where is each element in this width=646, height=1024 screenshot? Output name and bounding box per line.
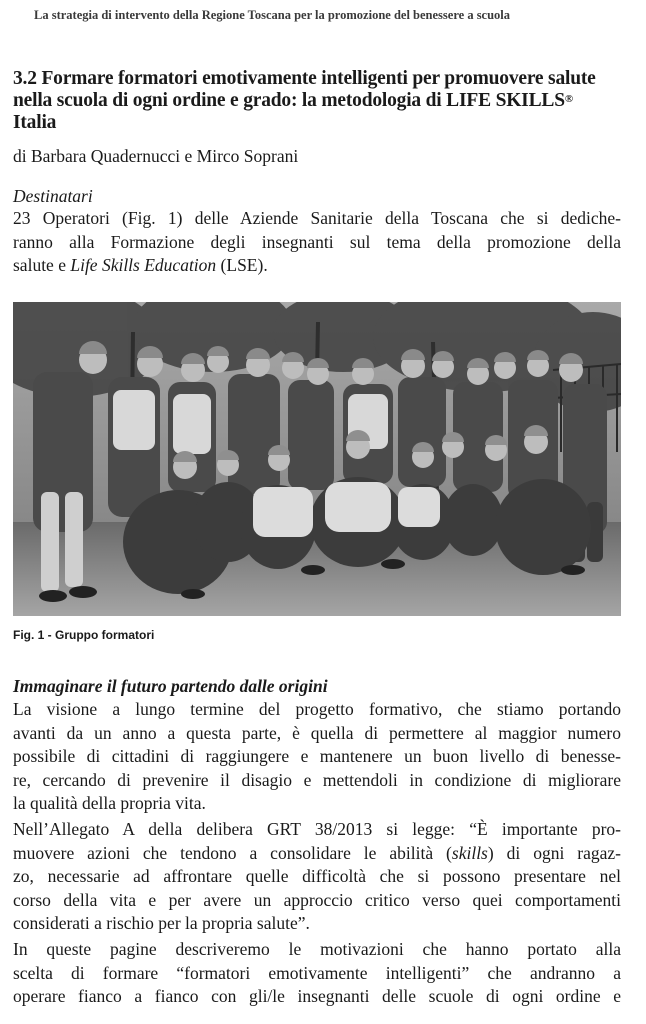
paragraph-1-line: re, cercando di prevenire il disagio e mettendoli in condizione di migliorare [13,769,621,790]
life-skills-education-italic: Life Skills Education [70,255,217,275]
paragraph-3 [13,938,621,1009]
destinatari-line2: ranno alla Formazione degli insegnanti sul tema della promozione della [13,231,621,252]
destinatari-line3 [13,254,621,278]
destinatari-paragraph [13,207,621,278]
paragraph-2 [13,818,621,936]
section-title [13,68,613,134]
paragraph-2-line: considerati a rischio per la propria salute”. [13,913,310,933]
paragraph-2-line2-post: ) di ogni ragaz- [487,842,621,863]
paragraph-1-line: la qualità della propria vita. [13,793,206,813]
paragraph-2-line: zo, necessarie ad affrontare quelle difficoltà che si possono presentare nel [13,866,621,886]
paragraph-3-line: operare fianco a fianco con gli/le insegnanti delle scuole di ogni ordine e [13,986,621,1006]
destinatari-heading: Destinatari [13,186,93,206]
section-title-line1: 3.2 Formare formatori emotivamente intelligenti per promuovere salute [13,68,596,89]
skills-italic: skills [451,842,488,863]
paragraph-2-line2-pre: muovere azioni che tendono a consolidare le abilità ( [13,842,452,863]
paragraph-3-line: scelta di formare “formatori emotivamente intelligenti” che andranno a [13,962,621,983]
paragraph-1-line: La visione a lungo termine del progetto formativo, che stiamo portando [13,699,621,719]
paragraph-2-line: Nell’Allegato A della delibera GRT 38/2013 si legge: “È importante pro- [13,819,621,839]
registered-mark: ® [564,93,573,105]
paragraph-2-line: corso della vita e per avere un approccio critico verso quei comportamenti [13,889,621,910]
paragraph-1-line: possibile di cittadini di raggiungere e mantenere un buon livello di benesse- [13,746,621,766]
section-title-line2 [13,90,613,134]
paragraph-3-line: In queste pagine descriveremo le motivazioni che hanno portato alla [13,939,621,959]
destinatari-line3-post: (LSE). [216,255,268,275]
section-title-line2-text: nella scuola di ogni ordine e grado: la metodologia di LIFE SKILLS [13,90,565,111]
paragraph-1 [13,698,621,816]
section-title-line2-end: Italia [13,112,57,133]
destinatari-line3-pre: salute e [13,255,71,275]
paragraph-1-line: avanti da un anno a questa parte, è quella di permettere al maggior numero [13,722,621,743]
group-photo [13,302,621,616]
paragraph-2-line [13,842,621,866]
authors-line: di Barbara Quadernucci e Mirco Soprani [13,146,299,166]
subheading: Immaginare il futuro partendo dalle origini [13,676,328,696]
running-header: La strategia di intervento della Regione Toscana per la promozione del benessere a scuola [34,8,511,22]
destinatari-line1: 23 Operatori (Fig. 1) delle Aziende Sanitarie della Toscana che si dediche- [13,208,621,228]
group-photo-illustration [13,302,621,616]
figure-caption: Fig. 1 - Gruppo formatori [13,628,155,642]
